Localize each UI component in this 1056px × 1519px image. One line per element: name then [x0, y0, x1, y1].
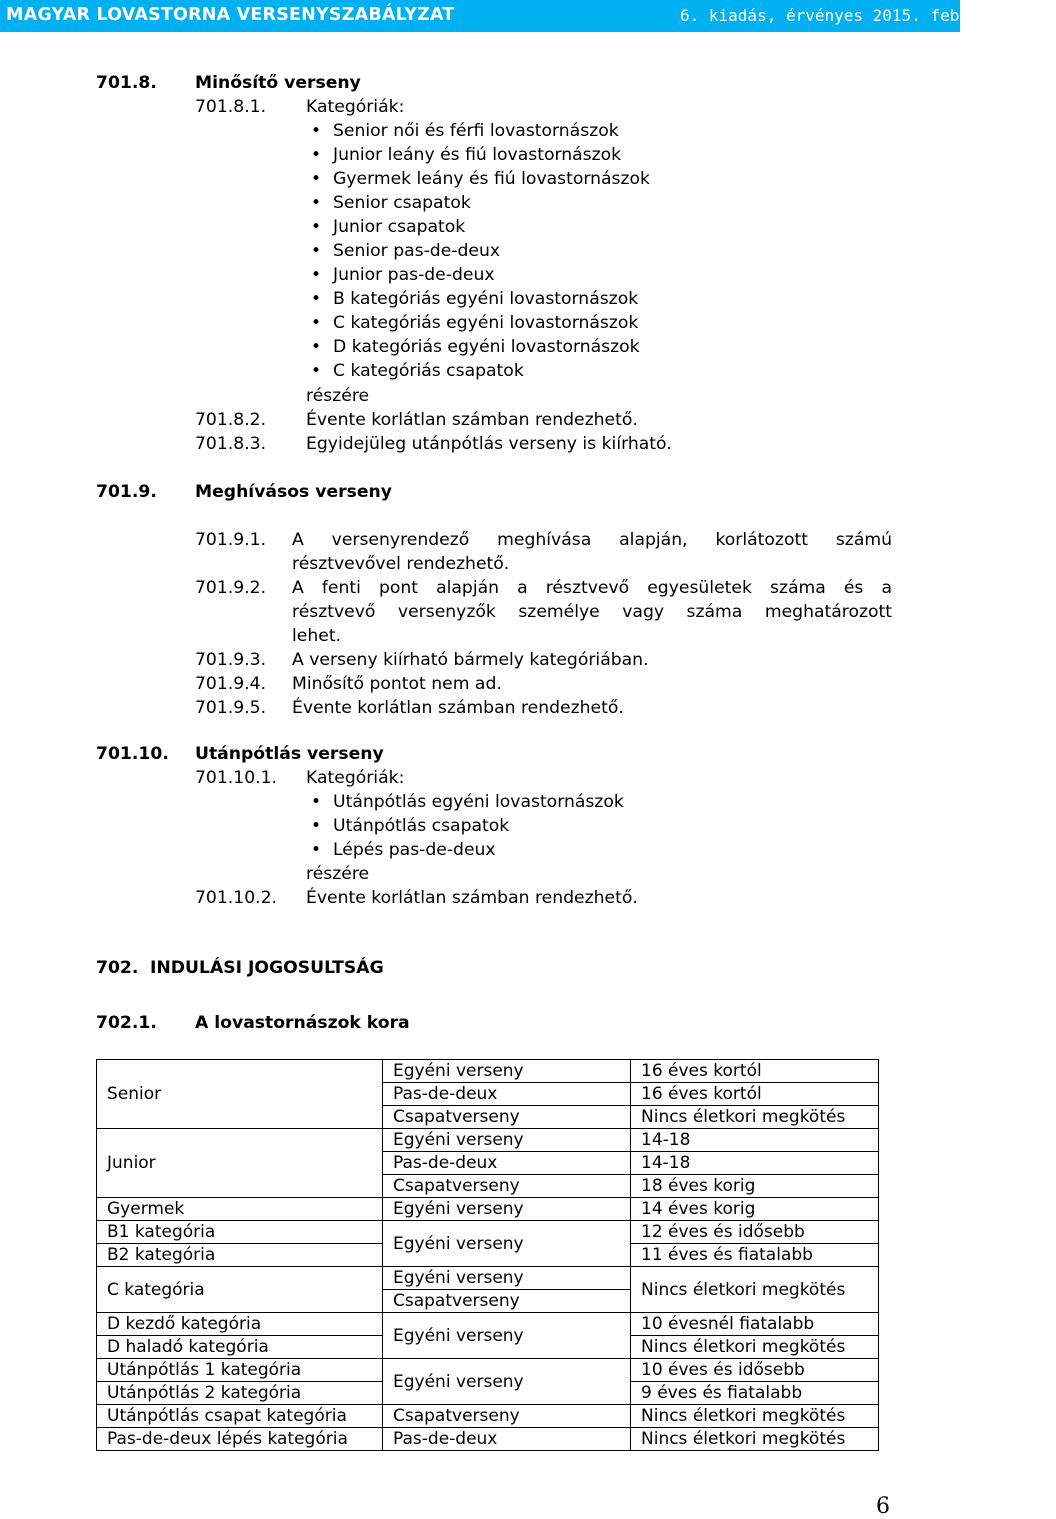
table-cell-age: 16 éves kortól — [631, 1060, 879, 1083]
table-cell-age: 10 éves és idősebb — [631, 1359, 879, 1382]
table-cell-event: Egyéni verseny — [383, 1060, 631, 1083]
list-suffix: részére — [306, 864, 370, 884]
list-item: Lépés pas-de-deux — [333, 840, 496, 860]
table-cell-category: Senior — [97, 1060, 383, 1129]
bullet-icon: • — [310, 121, 322, 141]
table-cell-category: B2 kategória — [97, 1244, 383, 1267]
paragraph-number: 701.9.4. — [195, 674, 267, 694]
table-row — [97, 1198, 879, 1221]
table-cell-category: Utánpótlás 1 kategória — [97, 1359, 383, 1382]
table-cell-age: 16 éves kortól — [631, 1083, 879, 1106]
list-item: Senior csapatok — [333, 193, 471, 213]
table-cell-event: Egyéni verseny — [383, 1359, 631, 1405]
table-row — [97, 1060, 879, 1083]
table-cell-age: 14 éves korig — [631, 1198, 879, 1221]
list-item: Junior pas-de-deux — [333, 265, 495, 285]
bullet-icon: • — [310, 145, 322, 165]
table-cell-age: 18 éves korig — [631, 1175, 879, 1198]
list-suffix: részére — [306, 386, 370, 406]
paragraph-text: Kategóriák: — [306, 97, 405, 117]
paragraph-text: A versenyrendező meghívása alapján, korlátozott számú — [292, 530, 892, 550]
list-item: Senior női és férfi lovastornászok — [333, 121, 619, 141]
bullet-icon: • — [310, 289, 322, 309]
paragraph-number: 701.9.1. — [195, 530, 267, 550]
paragraph-text: Évente korlátlan számban rendezhető. — [306, 888, 638, 908]
table-cell-age: 14-18 — [631, 1152, 879, 1175]
list-item: C kategóriás egyéni lovastornászok — [333, 313, 639, 333]
table-cell-age: Nincs életkori megkötés — [631, 1336, 879, 1359]
table-cell-category: Gyermek — [97, 1198, 383, 1221]
list-item: C kategóriás csapatok — [333, 361, 524, 381]
table-cell-category: B1 kategória — [97, 1221, 383, 1244]
table-cell-category: Utánpótlás 2 kategória — [97, 1382, 383, 1405]
paragraph-text: Évente korlátlan számban rendezhető. — [306, 410, 638, 430]
list-item: Junior leány és fiú lovastornászok — [333, 145, 622, 165]
table-cell-category: D haladó kategória — [97, 1336, 383, 1359]
chapter-title: INDULÁSI JOGOSULTSÁG — [150, 958, 384, 978]
section-title: Utánpótlás verseny — [195, 744, 384, 764]
paragraph-number: 701.8.2. — [195, 410, 267, 430]
paragraph-text: résztvevővel rendezhető. — [292, 554, 510, 574]
paragraph-text: Egyidejüleg utánpótlás verseny is kiírható. — [306, 434, 672, 454]
page-header — [0, 0, 1056, 32]
table-cell-age: 9 éves és fiatalabb — [631, 1382, 879, 1405]
chapter-number: 702. — [96, 958, 139, 978]
table-cell-age: 14-18 — [631, 1129, 879, 1152]
paragraph-number: 701.10.2. — [195, 888, 278, 908]
bullet-icon: • — [310, 217, 322, 237]
paragraph-number: 701.8.3. — [195, 434, 267, 454]
list-item: D kategóriás egyéni lovastornászok — [333, 337, 640, 357]
paragraph-text: résztvevő versenyzők személye vagy száma meghatározott — [292, 602, 892, 622]
table-row — [97, 1267, 879, 1290]
table-row — [97, 1405, 879, 1428]
table-cell-age: Nincs életkori megkötés — [631, 1106, 879, 1129]
table-row — [97, 1129, 879, 1152]
section-number: 701.10. — [96, 744, 169, 764]
page-number: 6 — [876, 1494, 890, 1519]
table-cell-event: Csapatverseny — [383, 1405, 631, 1428]
table-cell-age: 10 évesnél fiatalabb — [631, 1313, 879, 1336]
bullet-icon: • — [310, 265, 322, 285]
paragraph-text: Minősítő pontot nem ad. — [292, 674, 502, 694]
table-cell-category: Junior — [97, 1129, 383, 1198]
table-cell-event: Pas-de-deux — [383, 1083, 631, 1106]
bullet-icon: • — [310, 241, 322, 261]
paragraph-number: 701.9.3. — [195, 650, 267, 670]
subsection-title: A lovastornászok kora — [195, 1013, 410, 1033]
table-cell-age: Nincs életkori megkötés — [631, 1405, 879, 1428]
section-number: 701.9. — [96, 482, 157, 502]
paragraph-number: 701.9.5. — [195, 698, 267, 718]
table-cell-age: Nincs életkori megkötés — [631, 1267, 879, 1313]
table-cell-event: Egyéni verseny — [383, 1129, 631, 1152]
table-row — [97, 1359, 879, 1382]
table-cell-event: Pas-de-deux — [383, 1152, 631, 1175]
bullet-icon: • — [310, 816, 322, 836]
bullet-icon: • — [310, 337, 322, 357]
paragraph-text: A verseny kiírható bármely kategóriában. — [292, 650, 649, 670]
table-cell-category: Utánpótlás csapat kategória — [97, 1405, 383, 1428]
table-cell-event: Csapatverseny — [383, 1290, 631, 1313]
list-item: Senior pas-de-deux — [333, 241, 501, 261]
list-item: Gyermek leány és fiú lovastornászok — [333, 169, 650, 189]
table-row — [97, 1428, 879, 1451]
edition-note: 6. kiadás, érvényes 2015. február 8-tól — [680, 6, 1056, 25]
table-cell-age: 11 éves és fiatalabb — [631, 1244, 879, 1267]
table-cell-event: Egyéni verseny — [383, 1221, 631, 1267]
paragraph-text: Kategóriák: — [306, 768, 405, 788]
table-cell-age: 12 éves és idősebb — [631, 1221, 879, 1244]
bullet-icon: • — [310, 313, 322, 333]
table-cell-event: Pas-de-deux — [383, 1428, 631, 1451]
section-title: Meghívásos verseny — [195, 482, 392, 502]
paragraph-number: 701.9.2. — [195, 578, 267, 598]
table-cell-event: Egyéni verseny — [383, 1267, 631, 1290]
bullet-icon: • — [310, 361, 322, 381]
list-item: Utánpótlás csapatok — [333, 816, 510, 836]
table-cell-category: D kezdő kategória — [97, 1313, 383, 1336]
table-cell-age: Nincs életkori megkötés — [631, 1428, 879, 1451]
paragraph-text: A fenti pont alapján a résztvevő egyesületek száma és a — [292, 578, 892, 598]
subsection-number: 702.1. — [96, 1013, 157, 1033]
paragraph-text: Évente korlátlan számban rendezhető. — [292, 698, 624, 718]
bullet-icon: • — [310, 792, 322, 812]
bullet-icon: • — [310, 840, 322, 860]
list-item: Utánpótlás egyéni lovastornászok — [333, 792, 624, 812]
table-cell-event: Csapatverseny — [383, 1106, 631, 1129]
table-cell-category: C kategória — [97, 1267, 383, 1313]
bullet-icon: • — [310, 169, 322, 189]
table-row — [97, 1221, 879, 1244]
table-row — [97, 1313, 879, 1336]
paragraph-number: 701.8.1. — [195, 97, 267, 117]
section-title: Minősítő verseny — [195, 73, 361, 93]
document-title: MAGYAR LOVASTORNA VERSENYSZABÁLYZAT — [6, 5, 455, 25]
paragraph-text: lehet. — [292, 626, 342, 646]
paragraph-number: 701.10.1. — [195, 768, 278, 788]
bullet-icon: • — [310, 193, 322, 213]
table-cell-event: Egyéni verseny — [383, 1313, 631, 1359]
table-cell-event: Egyéni verseny — [383, 1198, 631, 1221]
table-cell-category: Pas-de-deux lépés kategória — [97, 1428, 383, 1451]
list-item: B kategóriás egyéni lovastornászok — [333, 289, 639, 309]
section-number: 701.8. — [96, 73, 157, 93]
table-cell-event: Csapatverseny — [383, 1175, 631, 1198]
list-item: Junior csapatok — [333, 217, 466, 237]
age-table — [96, 1059, 879, 1451]
